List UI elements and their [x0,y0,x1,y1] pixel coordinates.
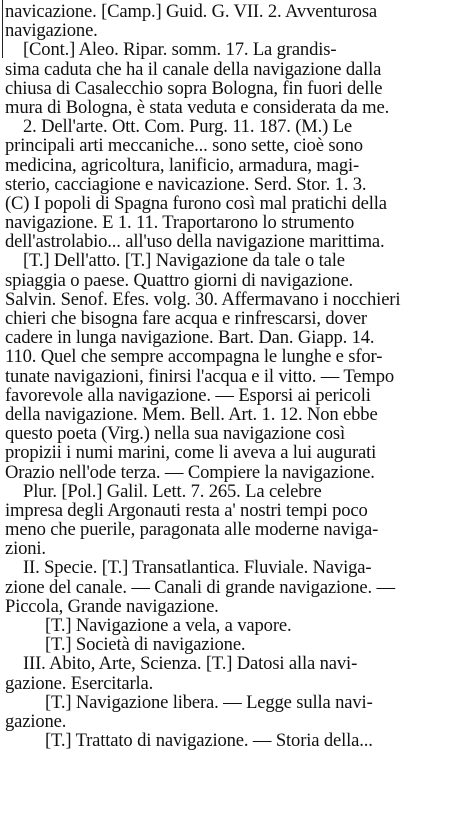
text-line: zione del canale. — Canali di grande navigazione. — [5,576,395,598]
text-line: Piccola, Grande navigazione. [5,595,219,617]
text-line: principali arti meccaniche... sono sette, cioè sono [5,135,363,157]
text-line: questo poeta (Virg.) nella sua navigazione così [5,423,346,445]
text-line: cadere in lunga navigazione. Bart. Dan. Giapp. 14. [5,327,375,349]
text-column [5,2,468,750]
text-line: [T.] Società di navigazione. [45,634,246,656]
text-line: chieri che bisogna fare acqua e rinfrescarsi, dover [5,308,367,329]
text-line: sterio, cacciagione e navicazione. Serd. Stor. 1. 3. [5,173,367,195]
text-line: [T.] Dell'atto. [T.] Navigazione da tale o tale [23,250,345,272]
text-line: tunate navigazioni, finirsi l'acqua e il vitto. — Tempo [5,365,394,387]
text-line: navicazione. [Camp.] Guid. G. VII. 2. Avventurosa [5,1,378,22]
text-line: propizii i numi marini, come li aveva a lui augurati [5,442,377,464]
text-line: della navigazione. Mem. Bell. Art. 1. 12. Non ebbe [5,403,378,425]
text-line: 2. Dell'arte. Ott. Com. Purg. 11. 187. (M.) Le [23,116,353,138]
text-line: dell'astrolabio... all'uso della navigazione marittima. [5,231,385,253]
text-line: [T.] Navigazione libera. — Legge sulla navi- [45,691,373,713]
text-line: 110. Quel che sempre accompagna le lunghe e sfor- [5,346,383,368]
text-line: meno che puerile, paragonata alle moderne naviga- [5,519,379,541]
text-line: chiusa di Casalecchio sopra Bologna, fin fuori delle [5,77,383,99]
text-line: [Cont.] Aleo. Ripar. somm. 17. La grandis- [23,39,337,61]
text-line: Salvin. Senof. Efes. volg. 30. Affermavano i nocchieri [5,288,401,310]
text-line: navigazione. [5,20,98,42]
text-line: spiaggia o paese. Quattro giorni di navigazione. [5,269,354,291]
text-line: [T.] Trattato di navigazione. — Storia della... [45,730,373,752]
text-line: impresa degli Argonauti resta a' nostri tempi poco [5,499,368,521]
text-line: II. Specie. [T.] Transatlantica. Fluviale. Naviga- [23,557,372,579]
text-line: mura di Bologna, è stata veduta e considerata da me. [5,96,390,118]
text-line: III. Abito, Arte, Scienza. [T.] Datosi alla navi- [23,653,358,675]
text-line: [T.] Navigazione a vela, a vapore. [45,615,292,636]
text-line: (C) I popoli di Spagna furono così mal pratichi della [5,192,387,214]
text-line: gazione. [5,710,67,732]
text-line: sima caduta che ha il canale della navigazione dalla [5,58,382,80]
text-line: gazione. Esercitarla. [5,672,154,694]
text-line: Plur. [Pol.] Galil. Lett. 7. 265. La celebre [23,480,322,502]
text-line: favorevole alla navigazione. — Esporsi ai pericoli [5,384,371,406]
text-line: navigazione. E 1. 11. Traportarono lo strumento [5,212,355,234]
text-line: medicina, agricoltura, lanificio, armadura, magi- [5,154,360,176]
text-line: Orazio nell'ode terza. — Compiere la navigazione. [5,461,375,483]
margin-rule [2,0,3,58]
text-line: zioni. [5,538,46,560]
